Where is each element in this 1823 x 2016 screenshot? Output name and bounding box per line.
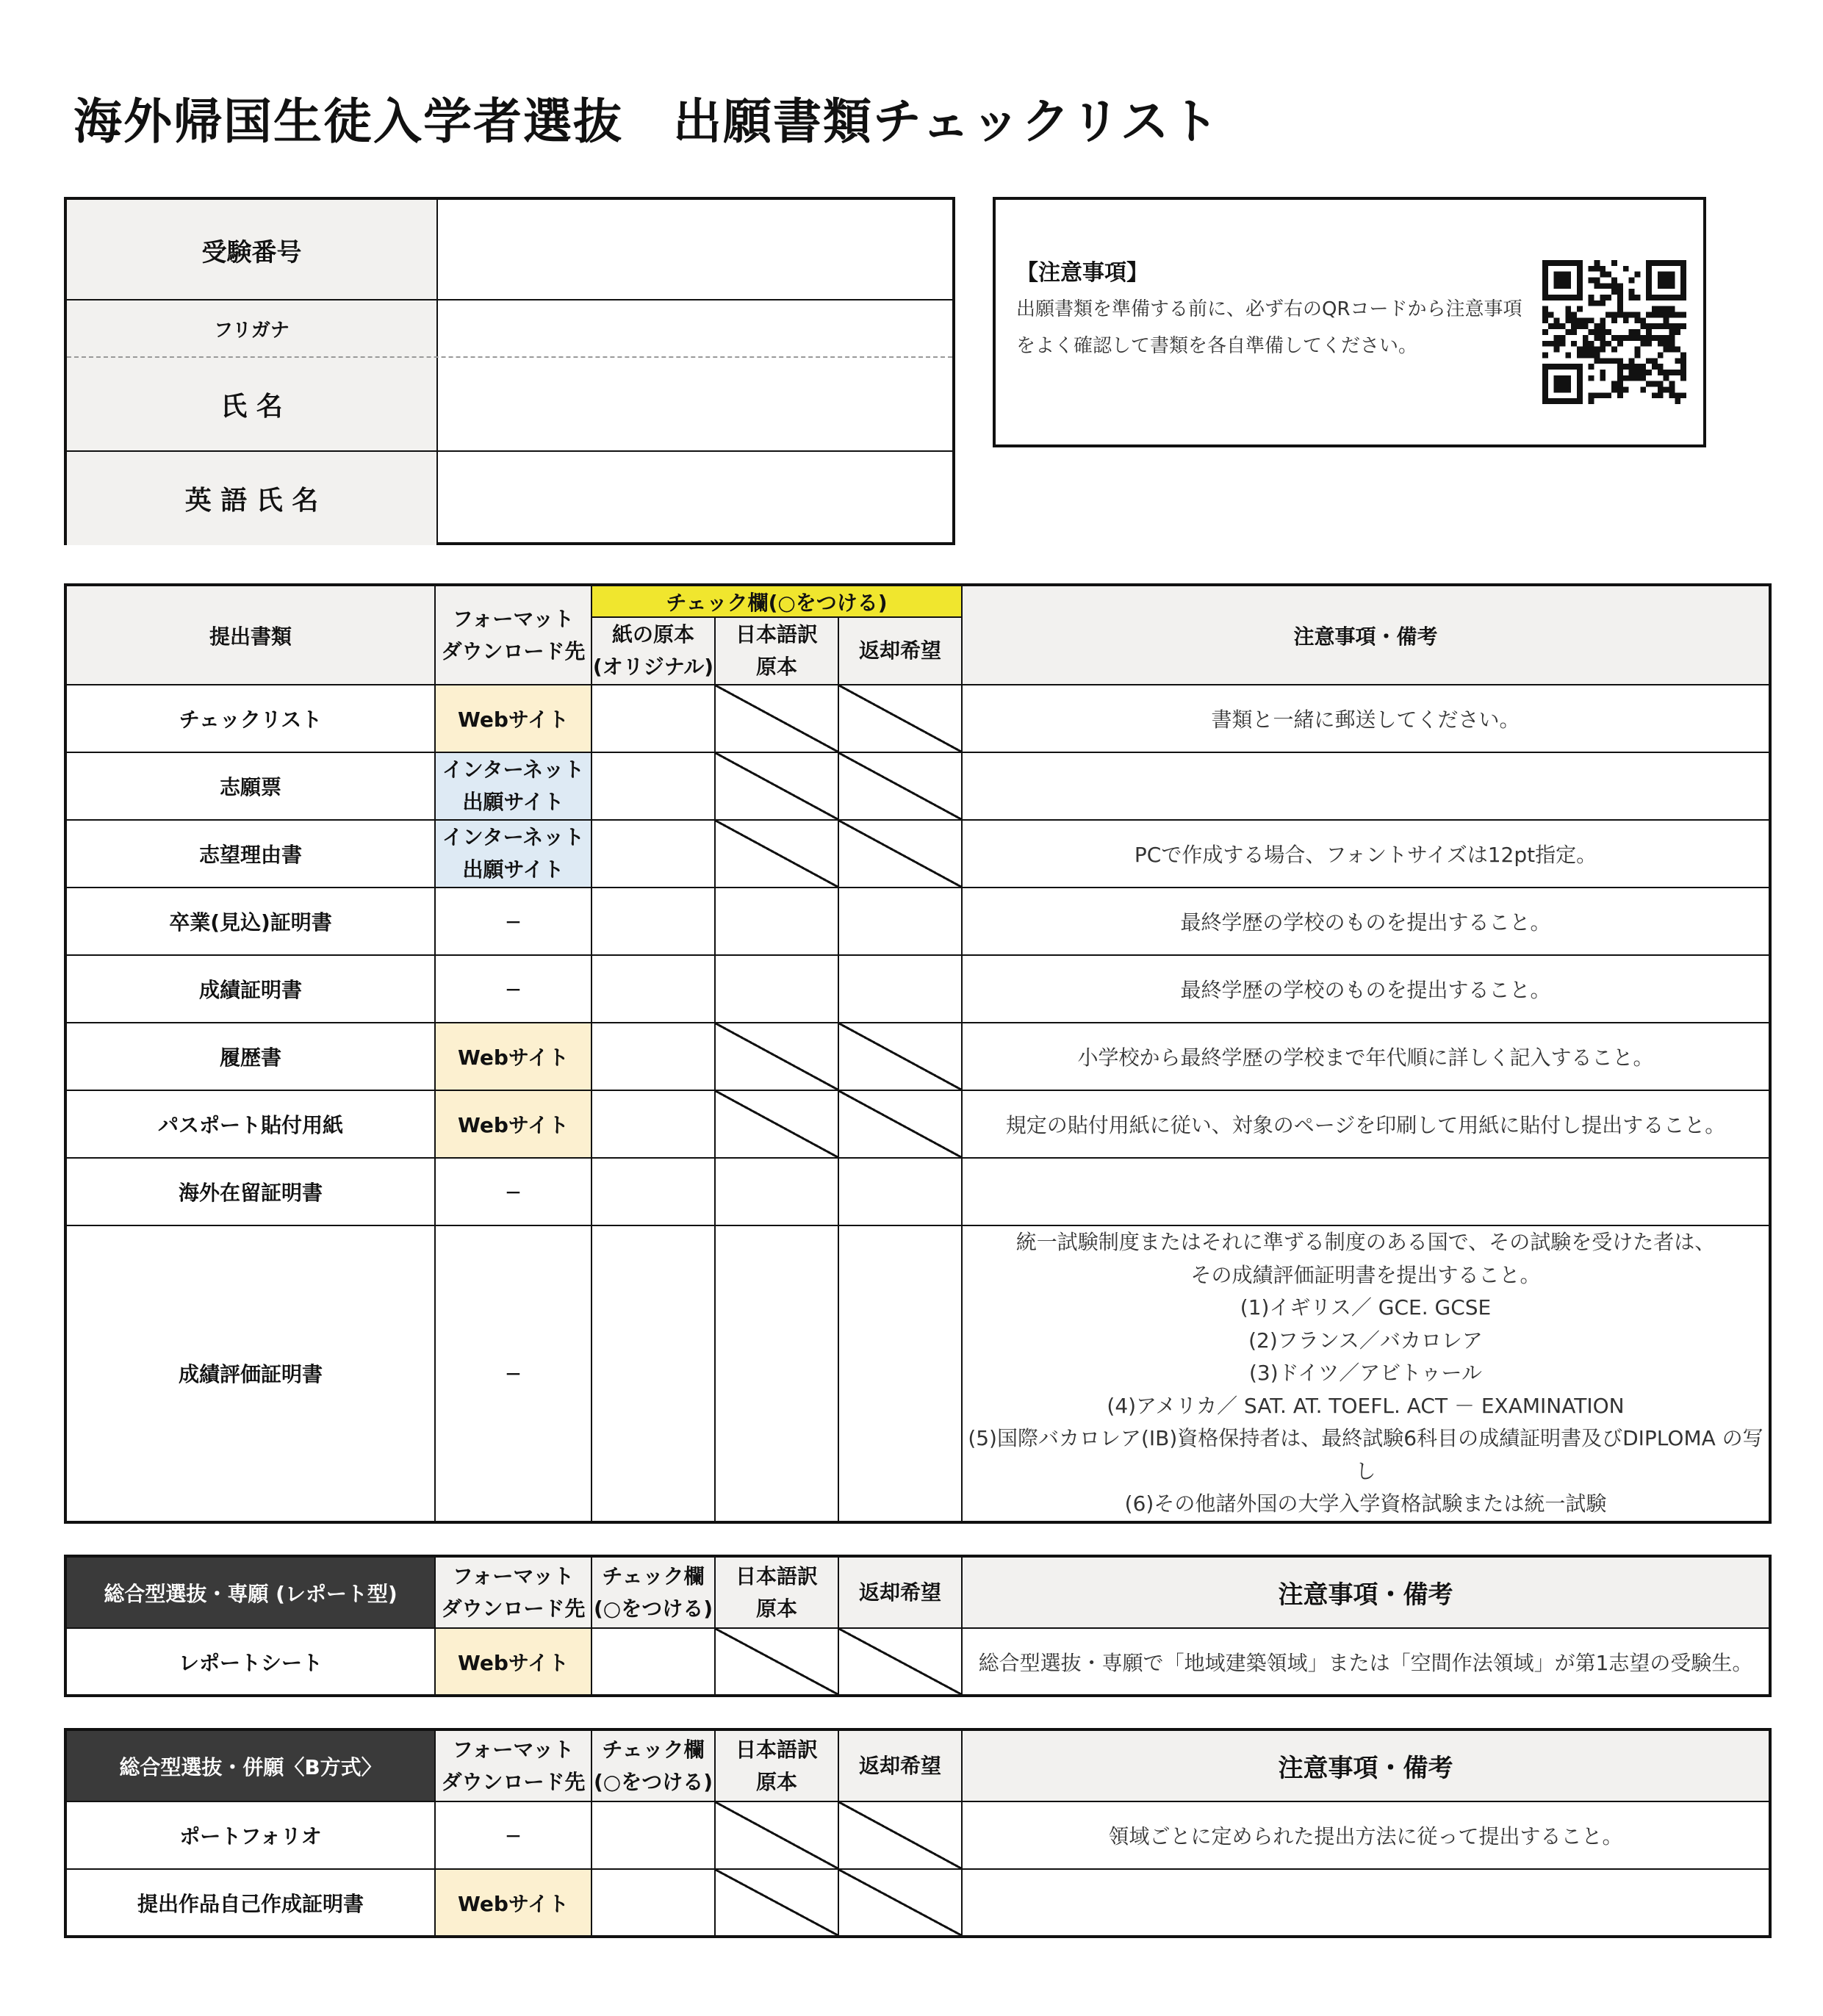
- note-cell: 領域ごとに定められた提出方法に従って提出すること。: [962, 1801, 1770, 1869]
- col-header-notes: 注意事項・備考: [962, 585, 1770, 685]
- format-cell: −: [435, 1801, 592, 1869]
- check-cell[interactable]: [592, 1801, 715, 1869]
- doc-name: 履歴書: [65, 1023, 435, 1090]
- check-japanese-cell-na: [715, 1023, 838, 1090]
- qr-code-icon[interactable]: [1542, 260, 1686, 404]
- check-return-cell-na: [838, 1023, 962, 1090]
- check-original-cell[interactable]: [592, 1158, 715, 1225]
- col-header-format: フォーマット ダウンロード先: [435, 1556, 592, 1628]
- doc-name: 志望理由書: [65, 820, 435, 888]
- note-cell: [962, 1869, 1770, 1937]
- note-cell: [962, 752, 1770, 820]
- check-japanese-cell-na: [715, 1801, 838, 1869]
- notice-heading: 【注意事項】: [1016, 260, 1148, 286]
- check-return-cell[interactable]: [838, 1225, 962, 1522]
- check-japanese-cell-na: [715, 685, 838, 752]
- check-return-cell[interactable]: [838, 888, 962, 955]
- check-original-cell[interactable]: [592, 1090, 715, 1158]
- doc-name: 海外在留証明書: [65, 1158, 435, 1225]
- doc-name: パスポート貼付用紙: [65, 1090, 435, 1158]
- col-header-japanese: 日本語訳 原本: [715, 617, 838, 685]
- format-cell: Webサイト: [435, 1628, 592, 1696]
- check-japanese-cell[interactable]: [715, 1225, 838, 1522]
- notice-box: [993, 197, 1706, 447]
- check-original-cell[interactable]: [592, 820, 715, 888]
- exam-number-label: 受験番号: [67, 200, 436, 300]
- format-cell: インターネット 出願サイト: [435, 820, 592, 888]
- check-japanese-cell-na: [715, 1869, 838, 1937]
- furigana-label: フリガナ: [67, 300, 436, 357]
- doc-name: ポートフォリオ: [65, 1801, 435, 1869]
- format-cell: Webサイト: [435, 1090, 592, 1158]
- check-return-cell-na: [838, 1869, 962, 1937]
- check-cell[interactable]: [592, 1628, 715, 1696]
- col-header-format: フォーマット ダウンロード先: [435, 585, 592, 685]
- check-japanese-cell-na: [715, 1090, 838, 1158]
- col-header-return: 返却希望: [838, 1556, 962, 1628]
- check-cell[interactable]: [592, 1869, 715, 1937]
- format-cell: −: [435, 955, 592, 1023]
- doc-name: 成績評価証明書: [65, 1225, 435, 1522]
- note-cell: 最終学歴の学校のものを提出すること。: [962, 888, 1770, 955]
- note-cell: 小学校から最終学歴の学校まで年代順に詳しく記入すること。: [962, 1023, 1770, 1090]
- note-cell: 統一試験制度またはそれに準ずる制度のある国で、その試験を受けた者は、 その成績評価証明書を提出すること。 (1)イギリス／ GCE. GCSE (2)フランス／バカロレア (3)ドイツ／アビトゥール (4)アメリカ／ SAT. AT. TOEFL. ACT － EXAMINATION (5)国際バカロレア(IB)資格保持者は、最終試験6科目の成績証明書及びDIPLOMA の写し (6)その他諸外国の大学入学資格試験または統一試験: [962, 1225, 1770, 1522]
- note-cell: 最終学歴の学校のものを提出すること。: [962, 955, 1770, 1023]
- col-header-check: チェック欄 (○をつける): [592, 1729, 715, 1801]
- check-return-cell-na: [838, 752, 962, 820]
- format-cell: Webサイト: [435, 1023, 592, 1090]
- check-return-cell-na: [838, 1628, 962, 1696]
- col-header-return: 返却希望: [838, 1729, 962, 1801]
- col-header-notes: 注意事項・備考: [962, 1729, 1770, 1801]
- check-group-header: チェック欄(○をつける): [592, 585, 962, 617]
- col-header-documents: 提出書類: [65, 585, 435, 685]
- check-japanese-cell[interactable]: [715, 1158, 838, 1225]
- col-header-japanese: 日本語訳 原本: [715, 1729, 838, 1801]
- check-japanese-cell[interactable]: [715, 888, 838, 955]
- check-original-cell[interactable]: [592, 888, 715, 955]
- name-label: 氏 名: [67, 357, 436, 451]
- check-original-cell[interactable]: [592, 955, 715, 1023]
- format-cell: −: [435, 1158, 592, 1225]
- note-cell: 規定の貼付用紙に従い、対象のページを印刷して用紙に貼付し提出すること。: [962, 1090, 1770, 1158]
- note-cell: 総合型選抜・専願で「地域建築領域」または「空間作法領域」が第1志望の受験生。: [962, 1628, 1770, 1696]
- check-return-cell-na: [838, 820, 962, 888]
- format-cell: インターネット 出願サイト: [435, 752, 592, 820]
- doc-name: レポートシート: [65, 1628, 435, 1696]
- check-japanese-cell-na: [715, 752, 838, 820]
- format-cell: −: [435, 888, 592, 955]
- check-original-cell[interactable]: [592, 752, 715, 820]
- check-return-cell[interactable]: [838, 955, 962, 1023]
- check-return-cell[interactable]: [838, 1158, 962, 1225]
- check-original-cell[interactable]: [592, 685, 715, 752]
- check-original-cell[interactable]: [592, 1023, 715, 1090]
- b-section-title: 総合型選抜・併願〈B方式〉: [65, 1729, 435, 1801]
- doc-name: チェックリスト: [65, 685, 435, 752]
- check-return-cell-na: [838, 1801, 962, 1869]
- col-header-check: チェック欄 (○をつける): [592, 1556, 715, 1628]
- applicant-info-box: [64, 197, 955, 545]
- check-return-cell-na: [838, 685, 962, 752]
- notice-body: 出願書類を準備する前に、必ず右のQRコードから注意事項をよく確認して書類を各自準備してください。: [1016, 298, 1522, 357]
- note-cell: 書類と一緒に郵送してください。: [962, 685, 1770, 752]
- note-cell: PCで作成する場合、フォントサイズは12pt指定。: [962, 820, 1770, 888]
- report-section-title: 総合型選抜・専願 (レポート型): [65, 1556, 435, 1628]
- col-header-format: フォーマット ダウンロード先: [435, 1729, 592, 1801]
- english-name-label: 英 語 氏 名: [67, 451, 436, 545]
- format-cell: −: [435, 1225, 592, 1522]
- check-original-cell[interactable]: [592, 1225, 715, 1522]
- col-header-return: 返却希望: [838, 617, 962, 685]
- page-title: 海外帰国生徒入学者選抜 出願書類チェックリスト: [73, 93, 1220, 150]
- format-cell: Webサイト: [435, 685, 592, 752]
- b-method-table: [64, 1728, 1772, 1938]
- col-header-notes: 注意事項・備考: [962, 1556, 1770, 1628]
- check-japanese-cell-na: [715, 1628, 838, 1696]
- format-cell: Webサイト: [435, 1869, 592, 1937]
- check-return-cell-na: [838, 1090, 962, 1158]
- doc-name: 卒業(見込)証明書: [65, 888, 435, 955]
- main-documents-table: [64, 583, 1772, 1524]
- check-japanese-cell[interactable]: [715, 955, 838, 1023]
- doc-name: 提出作品自己作成証明書: [65, 1869, 435, 1937]
- report-table: [64, 1555, 1772, 1697]
- col-header-japanese: 日本語訳 原本: [715, 1556, 838, 1628]
- check-japanese-cell-na: [715, 820, 838, 888]
- col-header-original: 紙の原本 (オリジナル): [592, 617, 715, 685]
- doc-name: 成績証明書: [65, 955, 435, 1023]
- note-cell: [962, 1158, 1770, 1225]
- doc-name: 志願票: [65, 752, 435, 820]
